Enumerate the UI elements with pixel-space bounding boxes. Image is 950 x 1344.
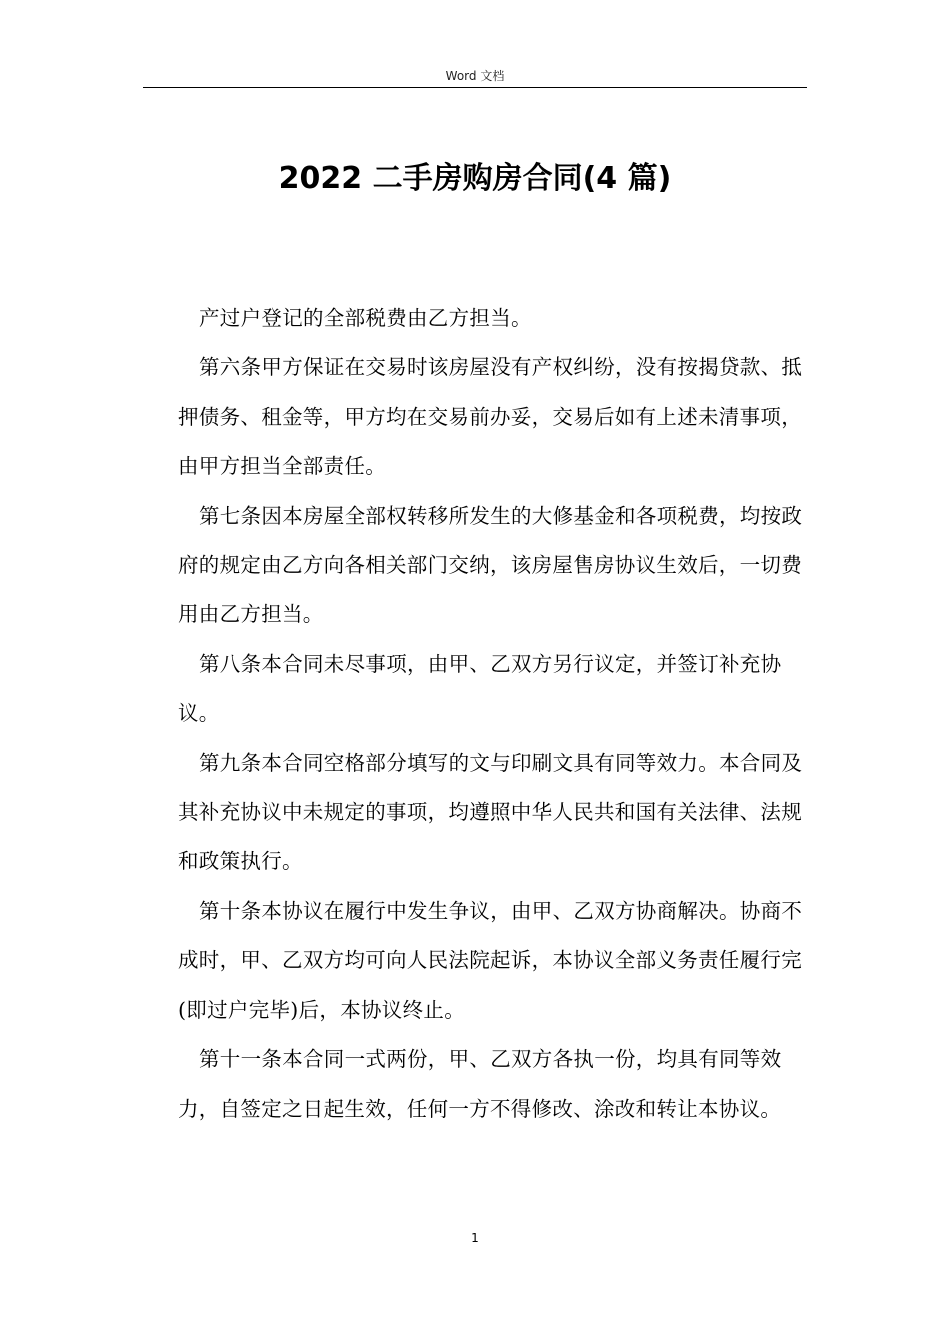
paragraph: 第十条本协议在履行中发生争议，由甲、乙双方协商解决。协商不成时，甲、乙双方均可向人民法院起诉，本协议全部义务责任履行完(即过户完毕)后，本协议终止。 <box>178 898 803 1022</box>
paragraph: 第六条甲方保证在交易时该房屋没有产权纠纷，没有按揭贷款、抵押债务、租金等，甲方均在交易前办妥，交易后如有上述未清事项，由甲方担当全部责任。 <box>178 355 803 479</box>
paragraph: 第八条本合同未尽事项，由甲、乙双方另行议定，并签订补充协议。 <box>178 651 782 726</box>
paragraph: 第七条因本房屋全部权转移所发生的大修基金和各项税费，均按政府的规定由乙方向各相关部门交纳，该房屋售房协议生效后，一切费用由乙方担当。 <box>178 503 803 627</box>
header-label: Word 文档 <box>445 69 505 83</box>
document-title: 2022 二手房购房合同(4 篇) <box>278 161 672 196</box>
document-body <box>178 294 808 1134</box>
header-divider <box>143 87 807 88</box>
paragraph: 第十一条本合同一式两份，甲、乙双方各执一份，均具有同等效力，自签定之日起生效，任何一方不得修改、涂改和转让本协议。 <box>178 1047 782 1121</box>
page-number: 1 <box>471 1231 479 1245</box>
paragraph: 产过户登记的全部税费由乙方担当。 <box>199 306 532 330</box>
paragraph: 第九条本合同空格部分填写的文与印刷文具有同等效力。本合同及其补充协议中未规定的事项，均遵照中华人民共和国有关法律、法规和政策执行。 <box>178 750 803 874</box>
